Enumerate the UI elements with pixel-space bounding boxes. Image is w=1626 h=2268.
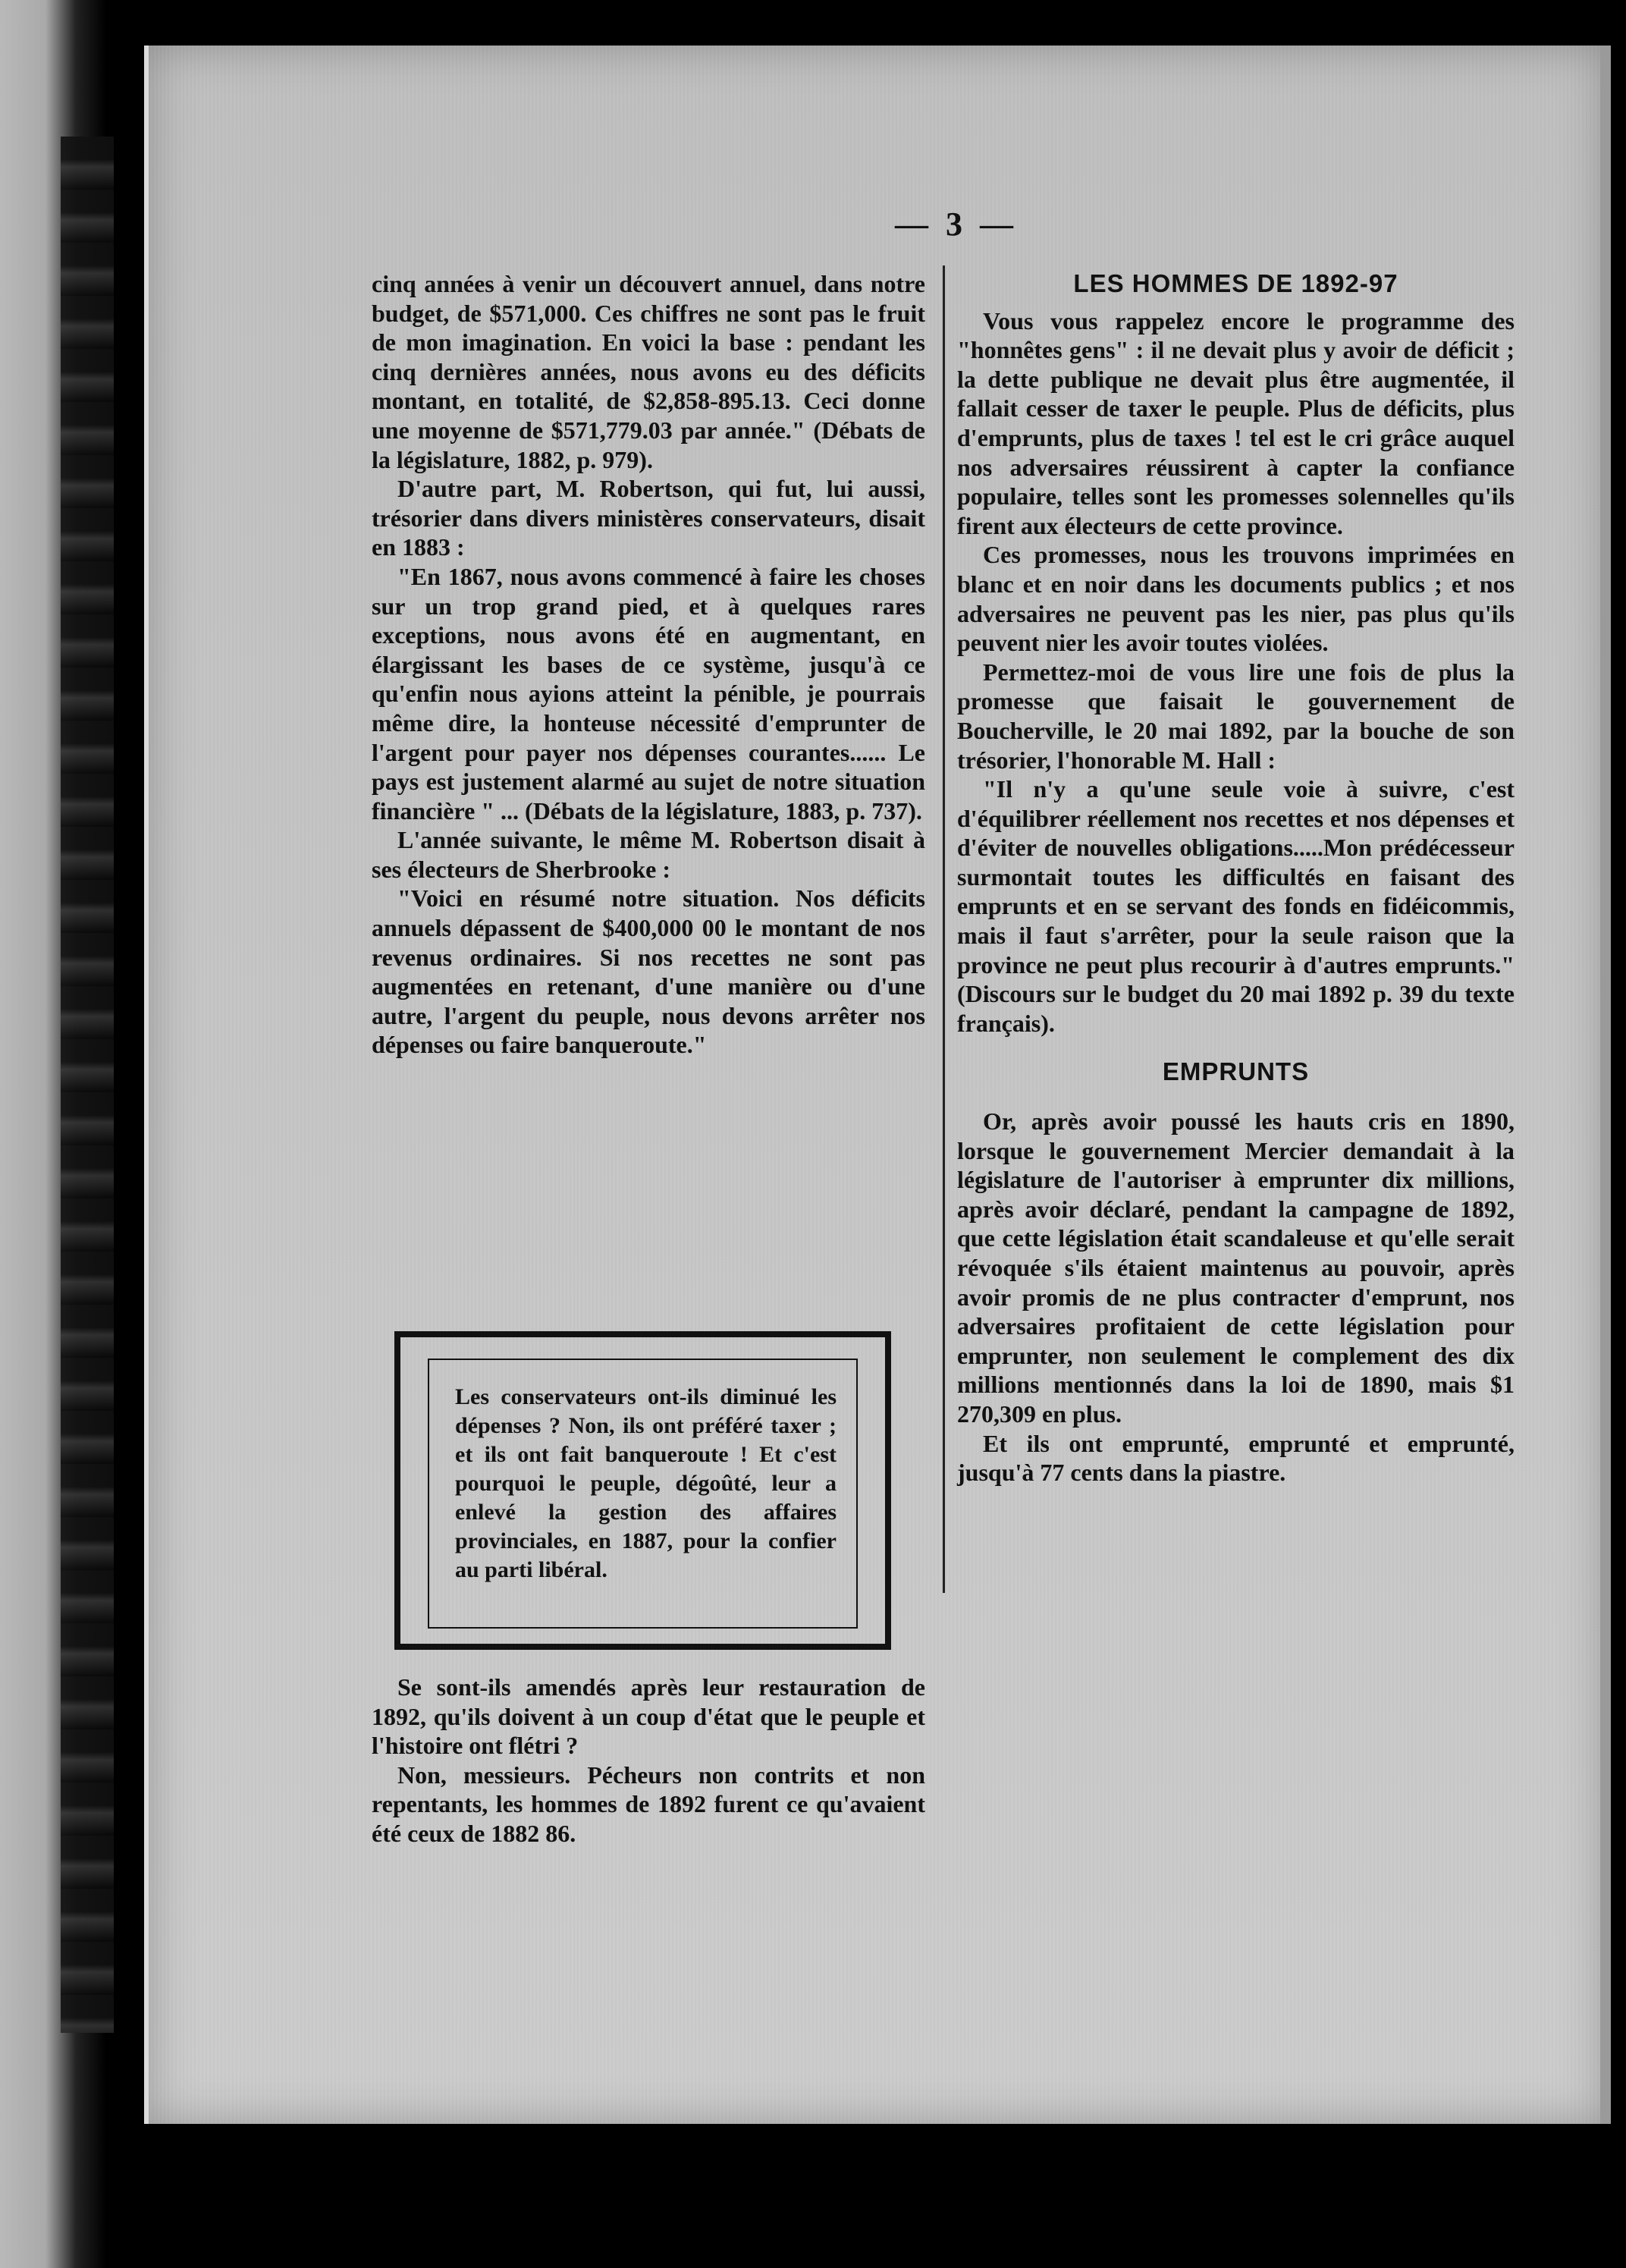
callout-text: Les conservateurs ont-ils diminué les dépenses ? Non, ils ont préféré taxer ; et ils ont fait banqueroute ! Et c'est pourquoi le peuple, dégoûté, leur a enlevé la gestion des affaires provinciales, en 1887, pour la confier au parti libéral. — [455, 1384, 837, 1582]
column-divider — [943, 265, 945, 1593]
right-column — [957, 269, 1515, 1487]
page-right-edge — [1600, 46, 1611, 2124]
section-heading-emprunts: EMPRUNTS — [1162, 1057, 1310, 1086]
section-heading-hommes: LES HOMMES DE 1892-97 — [1073, 269, 1398, 297]
torn-page-edge — [61, 137, 114, 2033]
right-paragraph-5: Or, après avoir poussé les hauts cris en 1890, lorsque le gouvernement Mercier demandait à la législature de l'autoriser à emprunter dix millions, après avoir déclaré, pendant la campagne de 1892, que cette législation était scandaleuse et qu'elle serait révoquée s'ils étaient maintenus au pouvoir, après avoir promis de ne plus contracter d'emprunt, nos adversaires profitaient de cette législation pour emprunter, non seulement le complement des dix millions mentionnés dans la loi de 1890, mais $1 270,309 en plus. — [957, 1107, 1515, 1428]
framed-callout-box — [394, 1331, 891, 1650]
left-lower-paragraph-2: Non, messieurs. Pécheurs non contrits et non repentants, les hommes de 1892 furent ce qu'avaient été ceux de 1882 86. — [372, 1761, 925, 1847]
left-paragraph-5: "Voici en résumé notre situation. Nos déficits annuels dépassent de $400,000 00 le montant de nos revenus ordinaires. Si nos recettes ne sont pas augmentées en retenant, d'une manière ou d'une autre, l'argent du peuple, nous devons arrêter nos dépenses ou faire banqueroute." — [372, 884, 925, 1059]
framed-callout-inner — [428, 1359, 858, 1629]
right-paragraph-1: Vous vous rappelez encore le programme des "honnêtes gens" : il ne devait plus y avoir de déficit ; la dette publique ne devait plus être augmentée, il fallait cesser de taxer le peuple. Plus de déficits, plus d'emprunts, plus de taxes ! tel est le cri grâce auquel nos adversaires réussirent à capter la confiance populaire, telles sont les promesses solennelles qu'ils firent aux électeurs de cette province. — [957, 306, 1515, 539]
right-paragraph-6: Et ils ont emprunté, emprunté et emprunté, jusqu'à 77 cents dans la piastre. — [957, 1429, 1515, 1487]
right-paragraph-3: Permettez-moi de vous lire une fois de plus la promesse que faisait le gouvernement de Boucherville, le 20 mai 1892, par la bouche de son trésorier, l'honorable M. Hall : — [957, 658, 1515, 774]
left-lower-paragraph-1: Se sont-ils amendés après leur restauration de 1892, qu'ils doivent à un coup d'état que le peuple et l'histoire ont flétri ? — [372, 1673, 925, 1760]
right-paragraph-4: "Il n'y a qu'une seule voie à suivre, c'est d'équilibrer réellement nos recettes et nos dépenses et d'éviter de nouvelles obligations.....Mon prédécesseur surmontait toutes les difficultés en faisant des emprunts et en se servant des fonds en fidéicommis, mais il faut s'arrêter, pour la seule raison que la province ne peut plus recourir à d'autres emprunts." (Discours sur le budget du 20 mai 1892 p. 39 du texte français). — [957, 775, 1515, 1037]
left-column-lower — [372, 1673, 925, 1849]
left-paragraph-3: "En 1867, nous avons commencé à faire les choses sur un trop grand pied, et à quelques rares exceptions, nous avons été en augmentant, en élargissant les bases de ce système, jusqu'à ce qu'enfin nous ayions atteint la pénible, je pourrais même dire, la honteuse nécessité d'emprunter de l'argent pour payer nos dépenses courantes...... Le pays est justement alarmé au sujet de notre situation financière " ... (Débats de la législature, 1883, p. 737). — [372, 562, 925, 825]
right-paragraph-2: Ces promesses, nous les trouvons imprimées en blanc et en noir dans les documents publics ; et nos adversaires ne peuvent pas les nier, pas plus qu'ils peuvent nier les avoir toutes violées. — [957, 541, 1515, 657]
page-number: — 3 — — [895, 206, 1018, 243]
left-column — [372, 269, 925, 1060]
left-paragraph-2: D'autre part, M. Robertson, qui fut, lui aussi, trésorier dans divers ministères conservateurs, disait en 1883 : — [372, 475, 925, 561]
left-paragraph-4: L'année suivante, le même M. Robertson disait à ses électeurs de Sherbrooke : — [372, 826, 925, 883]
left-paragraph-1: cinq années à venir un découvert annuel, dans notre budget, de $571,000. Ces chiffres ne sont pas le fruit de mon imagination. En voici la base : pendant les cinq dernières années, nous avons eu des déficits montant, en totalité, de $2,858-895.13. Ceci donne une moyenne de $571,779.03 par année." (Débats de la législature, 1882, p. 979). — [372, 270, 925, 473]
